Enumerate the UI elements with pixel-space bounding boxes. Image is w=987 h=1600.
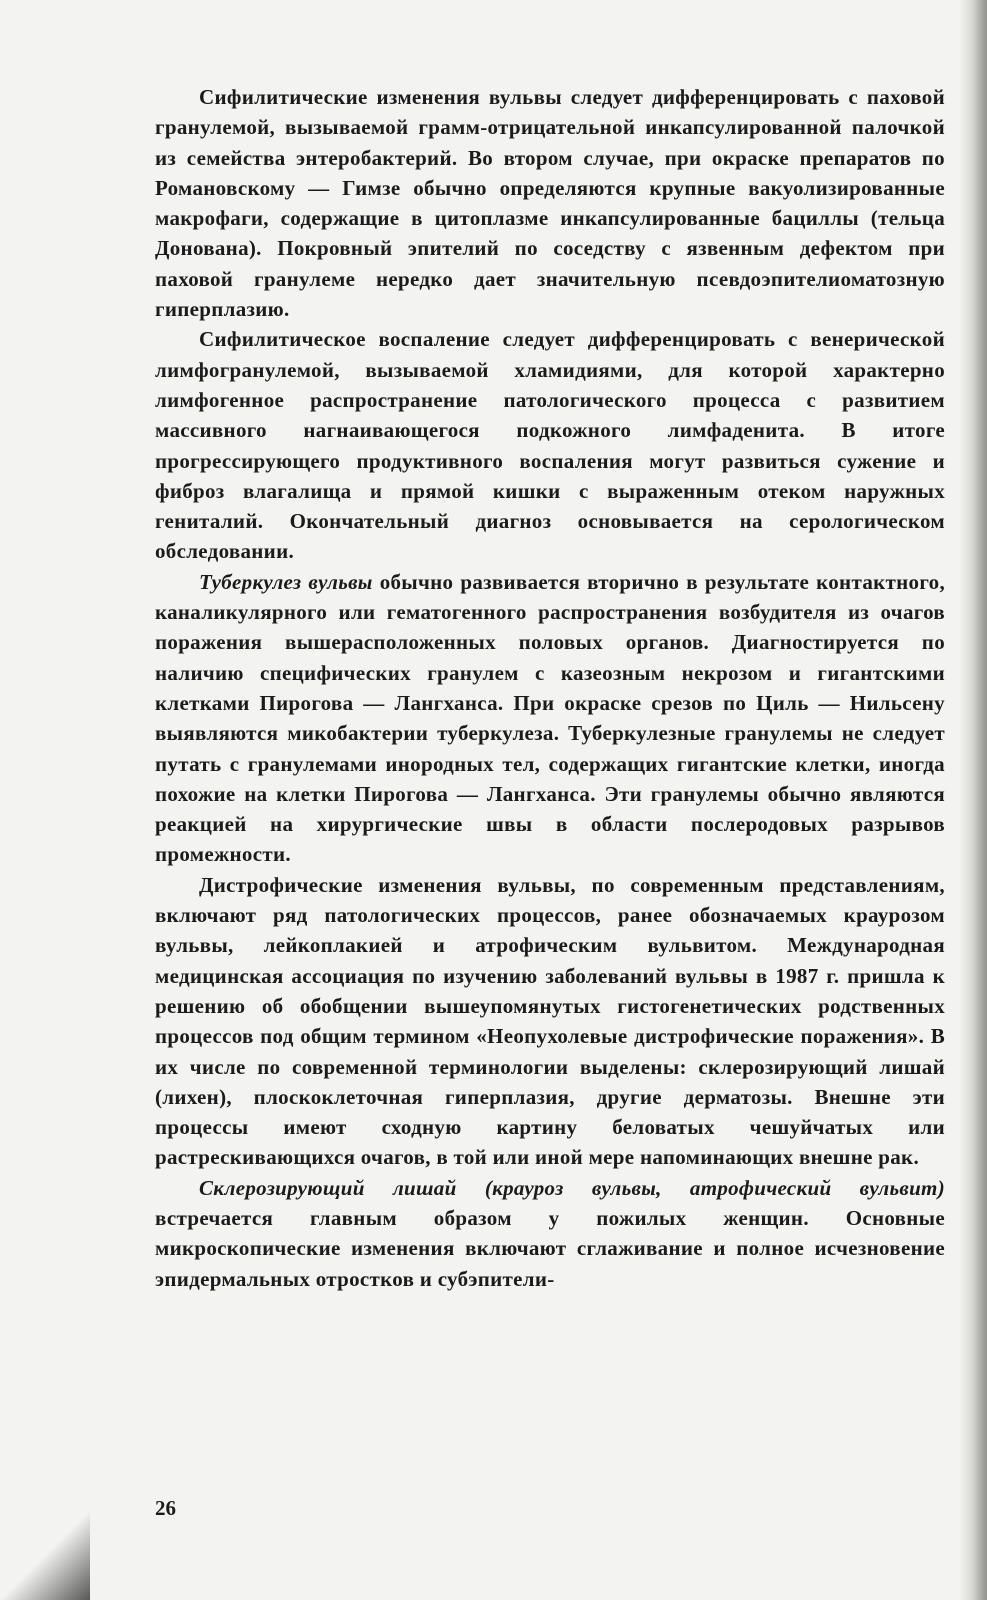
- paragraph-lichen-sclerosus: [155, 1173, 945, 1294]
- paragraph-syphilitic-changes: [155, 82, 945, 324]
- paragraph-text: встречается главным образом у пожилых женщин. Основные микроскопические изменения включают сглаживание и полное исчезновение эпидермальных отростков и субэпители-: [155, 1205, 945, 1291]
- paragraph-tuberculosis: [155, 567, 945, 870]
- page-number: 26: [155, 1496, 176, 1520]
- paragraph-syphilitic-inflammation: [155, 324, 945, 566]
- paragraph-text: Сифилитические изменения вульвы следует дифференцировать с паховой гранулемой, вызываемой грамм-отрицательной инкапсулированной палочкой из семейства энтеробактерий. Во втором случае, при окраске препаратов по Романовскому — Гимзе обычно определяются крупные вакуолизированные макрофаги, содержащие в цитоплазме инкапсулированные бациллы (тельца Донована). Покровный эпителий по соседству с язвенным дефектом при паховой гранулеме нередко дает значительную псевдоэпителиоматозную гиперплазию.: [155, 85, 945, 322]
- corner-shadow: [0, 1490, 90, 1600]
- paragraph-text: Дистрофические изменения вульвы, по современным представлениям, включают ряд патологических процессов, ранее обозначаемых краурозом вульвы, лейкоплакией и атрофическим вульвитом. Международная медицинская ассоциация по изучению заболеваний вульвы в 1987 г. пришла к решению об обобщении вышеупомянутых гистогенетических родственных процессов под общим термином «Неопухолевые дистрофические поражения». В их числе по современной терминологии выделены: склерозирующий лишай (лихен), плоскоклеточная гиперплазия, другие дерматозы. Внешне эти процессы имеют сходную картину беловатых чешуйчатых или растрескивающихся очагов, в той или иной мере напоминающих внешне рак.: [155, 872, 945, 1170]
- paragraph-text: обычно развивается вторично в результате контактного, каналикулярного или гематогенного распространения возбудителя из очагов поражения вышерасположенных половых органов. Диагностируется по наличию специфических гранулем с казеозным некрозом и гигантскими клетками Пирогова — Лангханса. При окраске срезов по Циль — Нильсену выявляются микобактерии туберкулеза. Туберкулезные гранулемы не следует путать с гранулемами инородных тел, содержащих гигантские клетки, иногда похожие на клетки Пирогова — Лангханса. Эти гранулемы обычно являются реакцией на хирургические швы в области послеродовых разрывов промежности.: [155, 569, 945, 867]
- body-text: [155, 82, 945, 1294]
- paragraph-lead: Склерозирующий лишай (крауроз вульвы, атрофический вульвит): [199, 1175, 945, 1200]
- paragraph-text: Сифилитическое воспаление следует дифференцировать с венерической лимфогранулемой, вызываемой хламидиями, для которой характерно лимфогенное распространение патологического процесса с развитием массивного нагнаивающегося подкожного лимфаденита. В итоге прогрессирующего продуктивного воспаления могут развиться сужение и фиброз влагалища и прямой кишки с выраженным отеком наружных гениталий. Окончательный диагноз основывается на серологическом обследовании.: [155, 327, 945, 564]
- paragraph-dystrophic-changes: [155, 870, 945, 1173]
- paragraph-lead: Туберкулез вульвы: [199, 569, 373, 594]
- page-edge-shadow: [959, 0, 987, 1600]
